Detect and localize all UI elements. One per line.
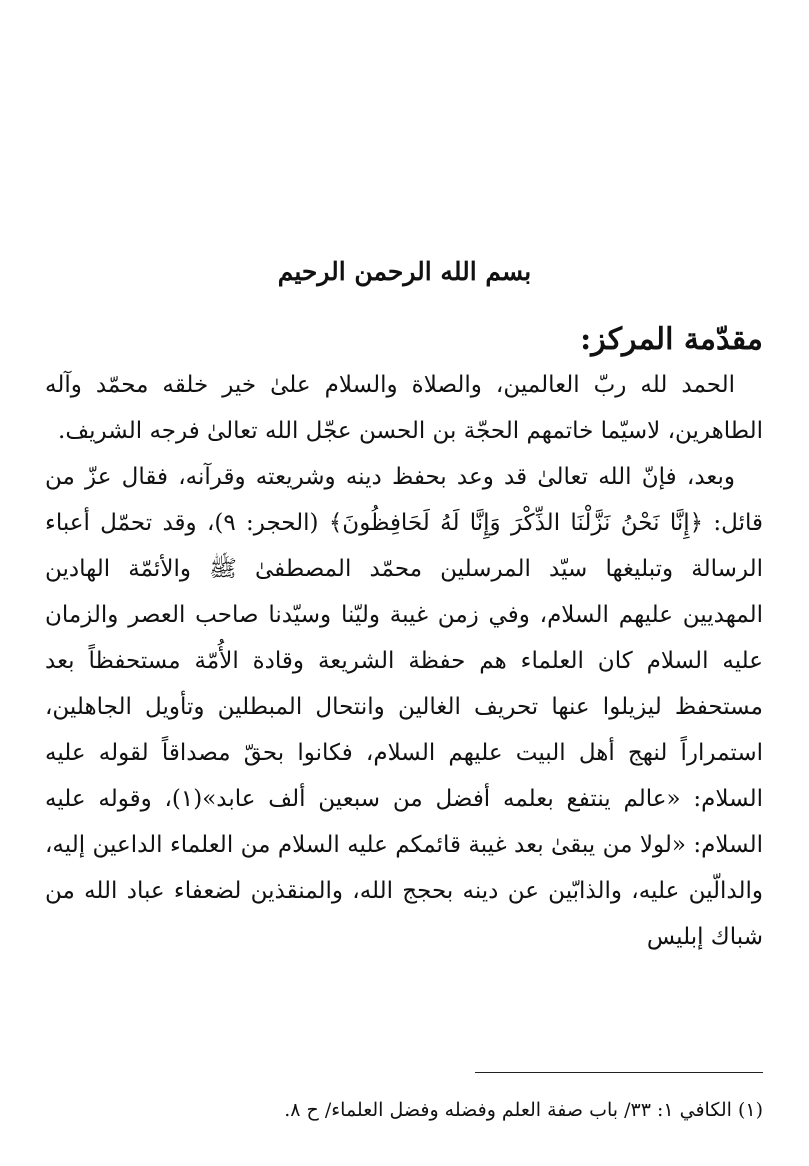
basmala-heading: بسم الله الرحمن الرحيم [277, 257, 532, 286]
footnote-divider [475, 1072, 763, 1073]
body-text [45, 362, 763, 960]
paragraph: الحمد لله ربّ العالمين، والصلاة والسلام علىٰ خير خلقه محمّد وآله الطاهرين، لاسيّما خاتمهم الحجّة بن الحسن عجّل الله تعالىٰ فرجه الشريف. [45, 372, 763, 444]
footnote: (١) الكافي ١: ٣٣/ باب صفة العلم وفضله وفضل العلماء/ ح ٨. [284, 1099, 763, 1121]
paragraph: وبعد، فإنّ الله تعالىٰ قد وعد بحفظ دينه وشريعته وقرآنه، فقال عزّ من قائل: ﴿إِنَّا نَحْنُ نَزَّلْنَا الذِّكْرَ وَإِنَّا لَهُ لَحَافِظُونَ﴾ (الحجر: ٩)، وقد تحمّل أعباء الرسالة وتبليغها سيّد المرسلين محمّد المصطفىٰ ﷺ والأئمّة الهادين المهديين عليهم السلام، وفي زمن غيبة وليّنا وسيّدنا صاحب العصر والزمان عليه السلام كان العلماء هم حفظة الشريعة وقادة الأُمّة مستحفظاً بعد مستحفظ ليزيلوا عنها تحريف الغالين وانتحال المبطلين وتأويل الجاهلين، استمراراً لنهج أهل البيت عليهم السلام، فكانوا بحقّ مصداقاً لقوله عليه السلام: «عالم ينتفع بعلمه أفضل من سبعين ألف عابد»(١)، وقوله عليه السلام: «لولا من يبقىٰ بعد غيبة قائمكم عليه السلام من العلماء الداعين إليه، والدالّين عليه، والذابّين عن دينه بحجج الله، والمنقذين لضعفاء عباد الله من شباك إبليس [45, 464, 763, 950]
section-title: مقدّمة المركز: [580, 322, 763, 357]
